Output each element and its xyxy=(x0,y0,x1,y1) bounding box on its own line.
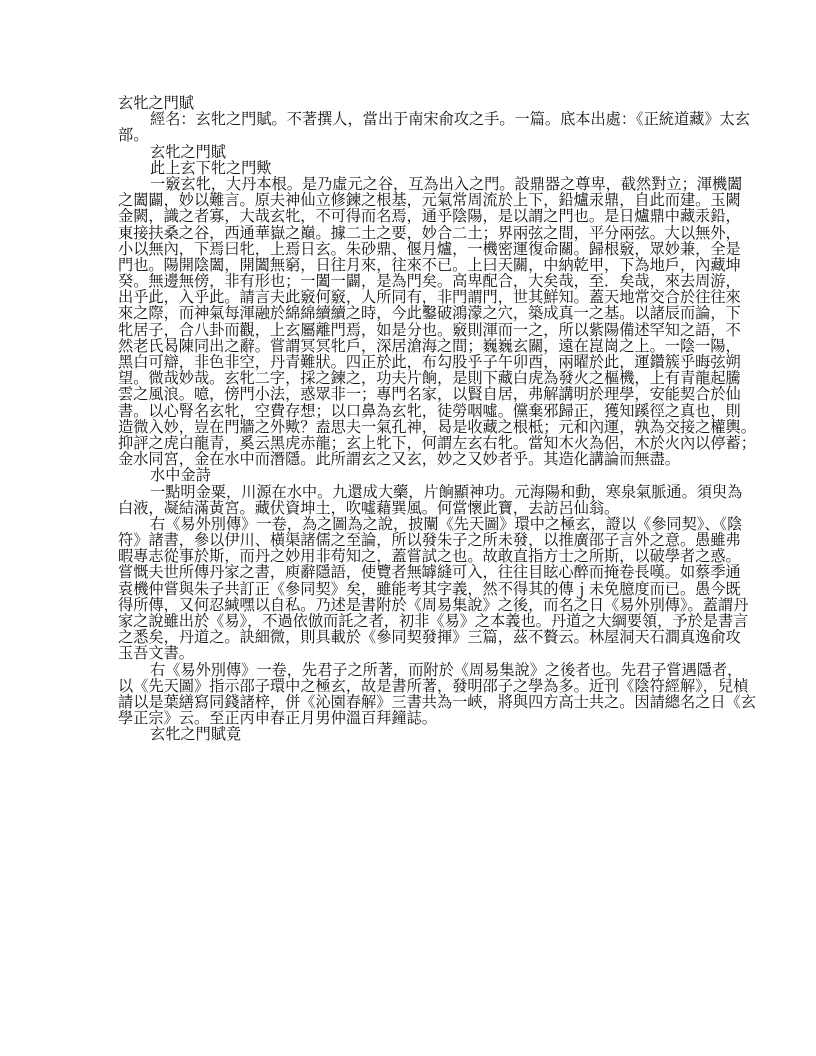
text-line: 學正宗》云。至正丙申春正月男仲溫百拜鐘誌。 xyxy=(118,709,437,728)
subsection-heading xyxy=(118,160,702,176)
text-line: 玄牝之門賦 xyxy=(118,94,194,112)
text-line: 門也。陽開陰闔，開闔無窮，日往月來，往來不已。上曰天關，中納乾甲，下為地戶，內藏坤 xyxy=(118,255,741,274)
text-line: 癸。無邊無傍，非有形也；一闔一闢，是為門矣。高卑配合，大矣哉，至．矣哉，來去周游， xyxy=(118,272,741,291)
text-line: 暇專志從事於斯，而丹之妙用非苟知之，蓋嘗試之也。故敢直指方士之所斯，以破學者之惑。 xyxy=(118,547,741,566)
text-line: 以《先天圖》指示邵子環中之極玄，故是書所著，發明邵子之學為多。近刊《陰符經解》，兒楨 xyxy=(118,676,749,695)
text-line: 玉吾文書。 xyxy=(118,644,194,663)
text-line: 一竅玄牝，大丹本根。是乃虛元之谷，互為出入之門。設鼎器之尊卑，截然對立；渾機闔 xyxy=(150,174,743,193)
text-line: 望。微哉妙哉。玄牝二字，採之鍊之，功夫片餉，是則下藏白虎為發火之樞機，上有青龍起騰 xyxy=(118,369,741,388)
poem-paragraph xyxy=(118,482,743,517)
text-line: 抑評之虎白龍青，奚云黑虎赤龍；玄上牝下，何謂左玄右牝。當知木火為侶，木於火內以停蓄； xyxy=(118,433,756,452)
text-line: 嘗慨夫世所傳丹家之書，庾辭隱語，使覽者無罅縫可入，往往目眩心醉而掩卷長嘆。如蔡季通 xyxy=(118,563,741,582)
text-line: 袁機仲嘗與朱子共訂正《參同契》矣，雖能考其字義，然不得其的傳ｊ未免臆度而已。愚今既 xyxy=(118,579,741,598)
text-line: 來之際，而神氣每渾融於綿綿續續之時，今此鑿破鴻濛之穴，築成真一之基。以諸辰而論，下 xyxy=(118,304,741,323)
text-line: 然老氏曷陳同出之辭。嘗謂冥冥牝戶，深居滄海之間；巍巍玄關，遠在崑崗之上。一陰一陽， xyxy=(118,336,741,355)
section-heading xyxy=(118,144,702,160)
text-line: 經名：玄牝之門賦。不著撰人，當出于南宋俞攻之手。一篇。底本出處：《正統道藏》太玄 xyxy=(150,110,750,129)
text-line: 右《易外別傳》一卷，先君子之所著，而附於《周易集說》之後者也。先君子嘗遇隱者， xyxy=(150,660,743,679)
text-line: 白液，凝結滿黃宮。藏伏資坤土，吹噓藉巽風。何當懷此寶，去訪呂仙翁。 xyxy=(118,498,620,517)
text-line: 符》諸書，參以伊川、橫渠諸儒之至論，所以發朱子之所未發，以推廣邵子言外之意。愚雖弗 xyxy=(118,531,741,550)
text-line: 部。 xyxy=(118,126,149,145)
text-line: 右《易外別傳》一卷，為之圖為之說，披闡《先天圖》環中之極玄，證以《參同契》、《陰 xyxy=(150,514,743,533)
text-line: 東接扶桑之谷，西通華嶽之巔。據二土之要，妙合二土；界兩弦之間，平分兩弦。大以無外， xyxy=(118,223,741,242)
text-line: 金闕，識之者寡，大哉玄牝，不可得而名焉，通乎陰陽，是以謂之門也。是日爐鼎中藏汞鉛， xyxy=(118,207,741,226)
text-line: 一點明金粟，川源在水中。九還成大藥，片餉顯神功。元海陽和動，寒泉氣脈通。須臾為 xyxy=(150,482,743,501)
text-line: 水中金詩 xyxy=(150,466,211,485)
text-line: 造微入妙，豈在門牆之外歟？盍思夫一氣孔神，曷是收藏之根柢；元和內運，孰為交接之權輿。 xyxy=(118,417,756,436)
text-line: 請以是葉繕寫同錢諸梓，併《沁園春解》三書共為一峽，將與四方高士共之。因請總名之日《玄 xyxy=(118,692,756,711)
text-line: 家之說雖出於《易》，不過依倣而託之者，初非《易》之本義也。丹道之大綱要領，予於是書言 xyxy=(118,612,749,630)
text-line: 書。以心腎名玄牝，空費存想；以口鼻為玄牝，徒勞咽噓。儻棄邪歸正，獲知蹊徑之真也，則 xyxy=(118,401,741,420)
postscript-paragraph-1 xyxy=(118,514,749,663)
metadata-paragraph xyxy=(118,110,750,145)
end-marker xyxy=(118,726,702,742)
text-line: 牝居子，合八卦而觀，上玄屬離門焉，如是分也。竅則渾而一之，所以紫陽備述罕知之語，不 xyxy=(118,320,741,339)
document-page xyxy=(118,94,756,744)
poem-heading xyxy=(118,467,702,483)
doc-title xyxy=(118,95,702,111)
postscript-paragraph-2 xyxy=(118,660,756,728)
text-line: 黑白可辯，非色非空，丹青難狀。四正於此，布勾股乎子午卯酉，兩曜於此，運鑽簇乎晦弦朔 xyxy=(118,353,741,371)
text-line: 金水同宮，金在水中而潛隱。此所謂玄之又玄，妙之又妙者乎。其造化講論而無盡。 xyxy=(118,450,680,469)
text-line: 之闔闢，妙以難言。原夫神仙立修鍊之根基，元氣常周流於上下，鉛爐汞鼎，自此而建。玉闕 xyxy=(118,191,741,210)
text-line: 玄牝之門賦竟 xyxy=(150,725,242,744)
text-line: 之悉矣，丹道之。訣細微，則具載於《參同契發揮》三篇，茲不贅云。林屋洞天石澗真逸俞攻 xyxy=(118,628,741,647)
text-line: 小以無內，下焉曰牝，上焉日玄。朱砂鼎、偃月爐，一機密運復命關。歸根竅，眾妙兼，全是 xyxy=(118,239,741,258)
main-paragraph xyxy=(118,174,756,469)
text-line: 得所傳，又何忍緘嘿以自私。乃述是書附於《周易集說》之後，而名之日《易外別傳》。蓋謂丹 xyxy=(118,595,749,614)
text-line: 此上玄下牝之門歟 xyxy=(150,158,272,177)
text-line: 玄牝之門賦 xyxy=(150,142,226,161)
text-line: 出乎此，入乎此。請言夫此竅何竅，人所同有，非門謂門，世其鮮知。蓋天地常交合於往往來 xyxy=(118,288,741,307)
text-line: 雲之風浪。噫，傍門小法，惑眾非一；專門名家，以賢自居，弗解講明於理學，安能契合於仙 xyxy=(118,385,741,404)
